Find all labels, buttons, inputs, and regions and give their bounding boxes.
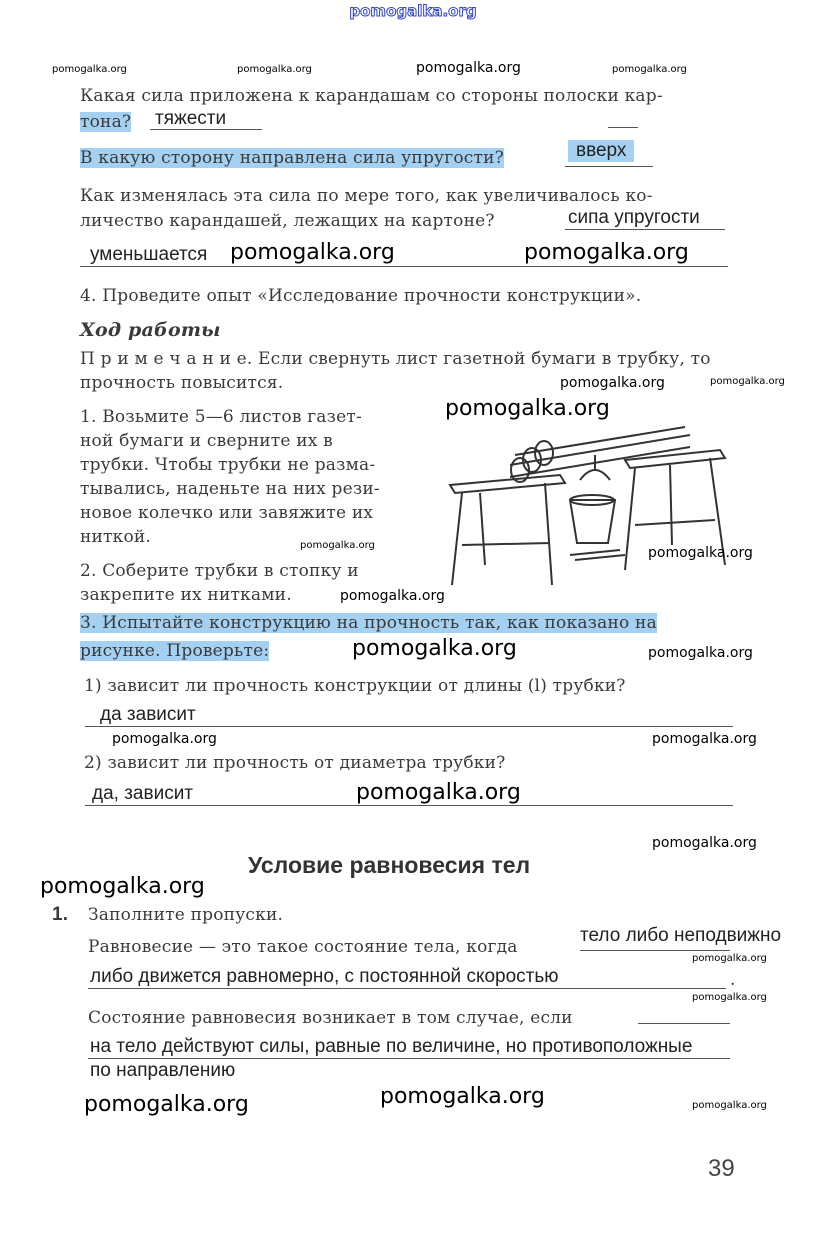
answer-line — [608, 127, 638, 128]
watermark: pomogalka.org — [710, 376, 785, 387]
note-text: П р и м е ч а н и е. Если свернуть лист газетной бумаги в трубку, то — [80, 349, 711, 369]
answer-text: на тело действуют силы, равные по величине, но противоположные — [90, 1036, 693, 1057]
answer-line — [638, 1023, 730, 1024]
answer-line — [80, 266, 728, 267]
watermark: pomogalka.org — [356, 780, 521, 805]
question-text: В какую сторону направлена сила упругости? — [80, 148, 504, 168]
answer-text: да зависит — [100, 704, 196, 725]
task-title: 4. Проведите опыт «Исследование прочности конструкции». — [80, 286, 642, 306]
note-text: прочность повысится. — [80, 373, 284, 393]
step-text: 2. Соберите трубки в стопку и — [80, 561, 359, 581]
answer-text: сипа упругости — [568, 207, 700, 228]
answer-text: либо движется равномерно, с постоянной скоростью — [90, 966, 559, 987]
answer-text: тело либо неподвижно — [580, 925, 782, 946]
step-text: 3. Испытайте конструкцию на прочность так, как показано на — [80, 613, 657, 633]
watermark: pomogalka.org — [692, 992, 767, 1003]
watermark: pomogalka.org — [380, 1084, 545, 1109]
watermark: pomogalka.org — [84, 1092, 249, 1117]
section-heading: Условие равновесия тел — [248, 852, 531, 878]
watermark: pomogalka.org — [230, 240, 395, 265]
answer-text: по направлению — [90, 1060, 236, 1081]
question-text: Какая сила приложена к карандашам со стороны полоски кар- — [80, 86, 663, 106]
task-number: 1. — [52, 904, 69, 925]
watermark: pomogalka.org — [237, 64, 312, 75]
step-text: тывались, наденьте на них рези- — [80, 479, 380, 499]
watermark: pomogalka.org — [52, 64, 127, 75]
watermark: pomogalka.org — [300, 540, 375, 551]
watermark: pomogalka.org — [416, 60, 521, 76]
top-watermark: pomogalka.org — [349, 2, 477, 20]
answer-line — [88, 988, 726, 989]
watermark: pomogalka.org — [340, 588, 445, 604]
step-text: закрепите их нитками. — [80, 585, 292, 605]
period: . — [730, 970, 736, 990]
construction-illustration — [440, 425, 730, 595]
step-text: ной бумаги и сверните их в — [80, 431, 333, 451]
watermark: pomogalka.org — [112, 731, 217, 747]
watermark: pomogalka.org — [648, 545, 753, 561]
watermark: pomogalka.org — [648, 645, 753, 661]
step-text: трубки. Чтобы трубки не разма- — [80, 455, 376, 475]
watermark: pomogalka.org — [692, 1100, 767, 1111]
answer-line — [85, 726, 733, 727]
watermark: pomogalka.org — [40, 874, 205, 899]
answer-text: тяжести — [155, 108, 227, 129]
watermark: pomogalka.org — [652, 731, 757, 747]
question-text: 1) зависит ли прочность конструкции от длины (l) трубки? — [84, 676, 626, 696]
watermark: pomogalka.org — [445, 396, 610, 421]
sentence-text: Состояние равновесия возникает в том случае, если — [88, 1008, 573, 1028]
step-text: новое колечко или завяжите их — [80, 503, 374, 523]
watermark: pomogalka.org — [692, 953, 767, 964]
task-subtitle: Ход работы — [80, 319, 221, 341]
watermark: pomogalka.org — [352, 636, 517, 661]
answer-line — [88, 1058, 730, 1059]
watermark: pomogalka.org — [560, 375, 665, 391]
step-text: ниткой. — [80, 527, 152, 547]
step-text: 1. Возьмите 5—6 листов газет- — [80, 407, 362, 427]
task-text: Заполните пропуски. — [88, 905, 284, 925]
question-text: тона? — [80, 112, 132, 132]
watermark: pomogalka.org — [652, 835, 757, 851]
answer-text: уменьшается — [90, 244, 208, 265]
watermark: pomogalka.org — [612, 64, 687, 75]
watermark: pomogalka.org — [524, 240, 689, 265]
answer-text: вверх — [568, 140, 634, 162]
answer-line — [150, 129, 262, 130]
question-text: 2) зависит ли прочность от диаметра трубки? — [84, 753, 506, 773]
answer-text: да, зависит — [92, 783, 194, 804]
answer-line — [565, 229, 725, 230]
answer-line — [580, 950, 730, 951]
sentence-text: Равновесие — это такое состояние тела, когда — [88, 937, 518, 957]
answer-line — [565, 166, 653, 167]
step-text: рисунке. Проверьте: — [80, 641, 270, 661]
page-number: 39 — [708, 1155, 735, 1182]
question-text: Как изменялась эта сила по мере того, как увеличивалось ко- — [80, 186, 653, 206]
question-text: личество карандашей, лежащих на картоне? — [80, 211, 495, 231]
